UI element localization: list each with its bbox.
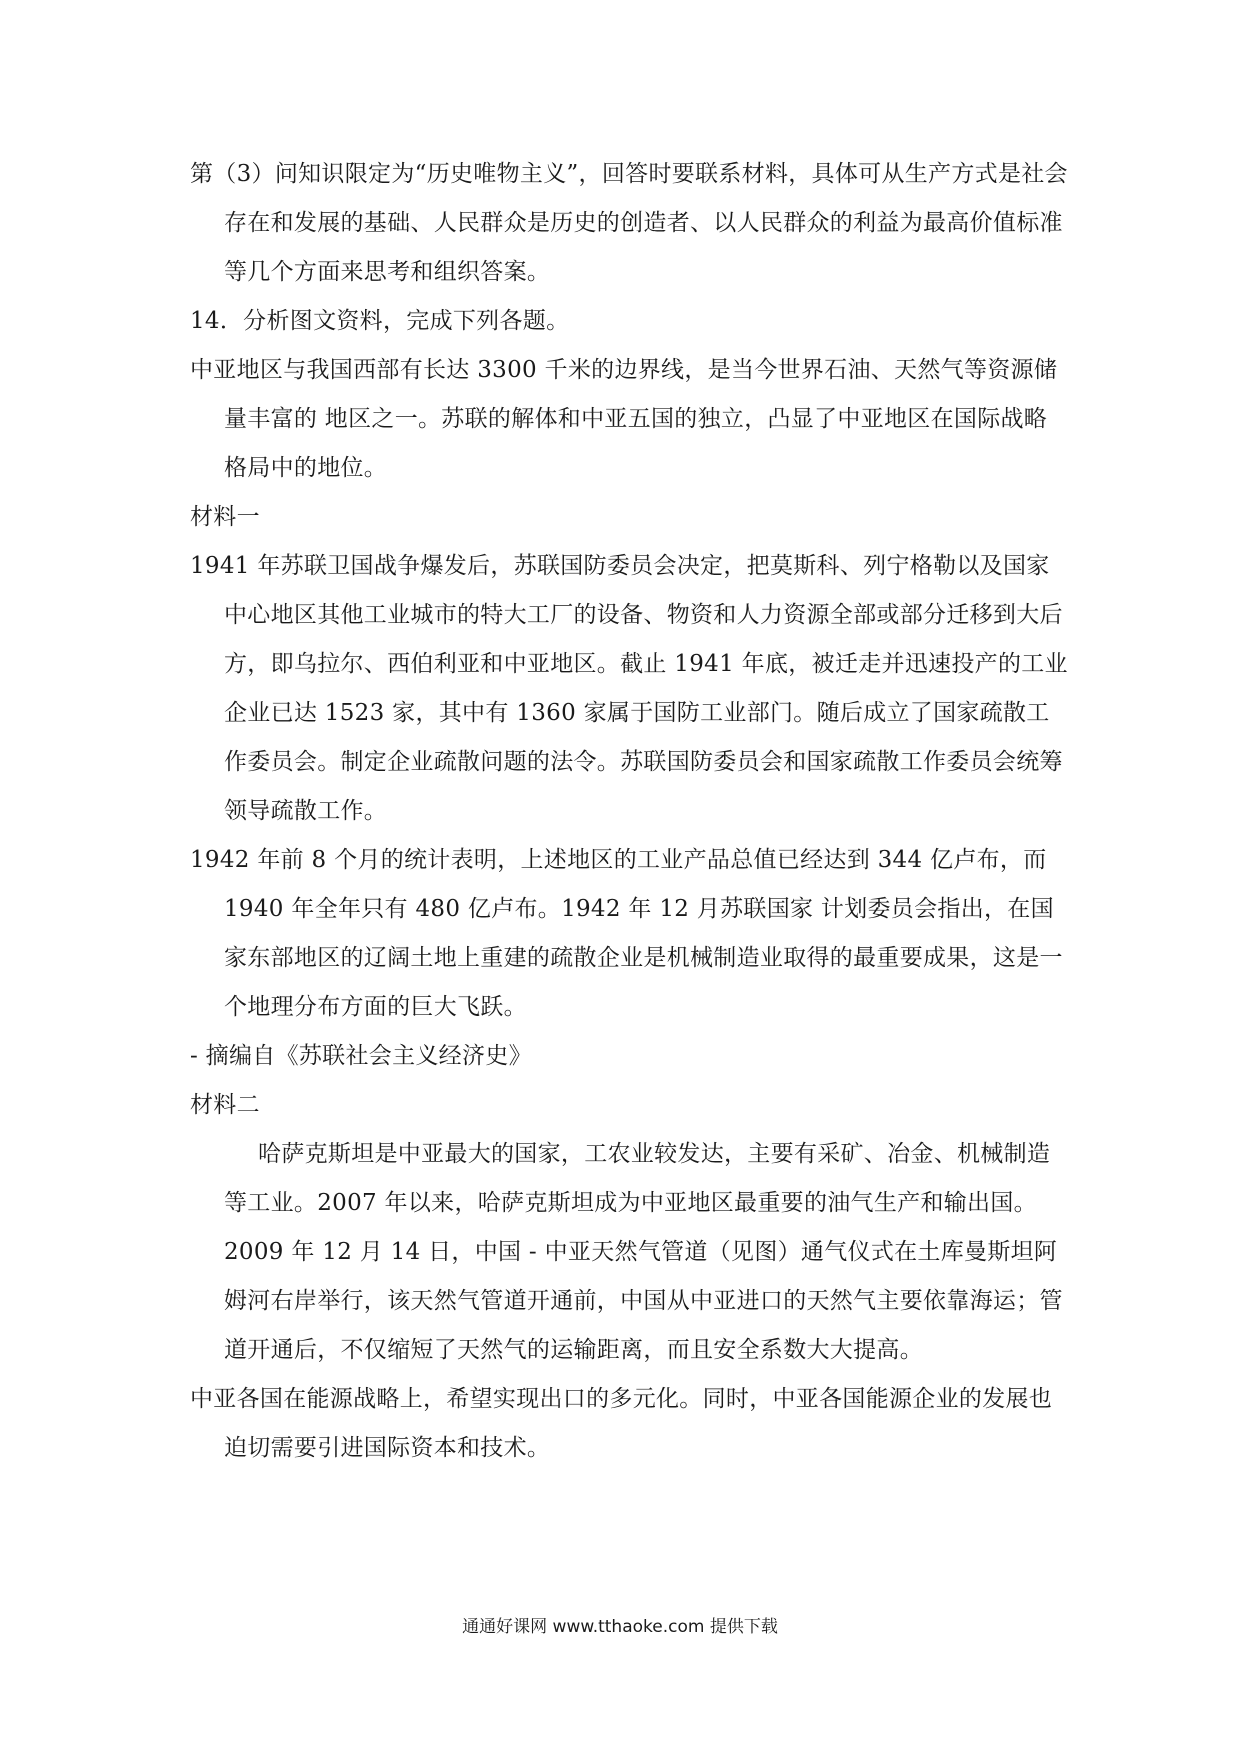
document-body: [190, 150, 1070, 1473]
question-14-intro: 中亚地区与我国西部有长达 3300 千米的边界线，是当今世界石油、天然气等资源储量丰富的 地区之一。苏联的解体和中亚五国的独立，凸显了中亚地区在国际战略格局中的地位。: [190, 357, 1058, 481]
page-footer: 通通好课网 www.tthaoke.com 提供下载: [462, 1617, 778, 1637]
material-1-source: - 摘编自《苏联社会主义经济史》: [190, 1043, 532, 1069]
question-14-title: 14．分析图文资料，完成下列各题。: [190, 308, 570, 334]
material-2-paragraph-1: 哈萨克斯坦是中亚最大的国家，工农业较发达，主要有采矿、冶金、机械制造等工业。2007 年以来，哈萨克斯坦成为中亚地区最重要的油气生产和输出国。2009 年 12 月 14 日，中国 - 中亚天然气管道（见图）通气仪式在土库曼斯坦阿姆河右岸举行，该天然气管道开通前，中国从中亚进口的天然气主要依靠海运；管道开通后，不仅缩短了天然气的运输距离，而且安全系数大大提高。: [224, 1141, 1063, 1363]
material-1-paragraph-1: 1941 年苏联卫国战争爆发后，苏联国防委员会决定，把莫斯科、列宁格勒以及国家中心地区其他工业城市的特大工厂的设备、物资和人力资源全部或部分迁移到大后方，即乌拉尔、西伯利亚和中亚地区。截止 1941 年底，被迁走并迅速投产的工业企业已达 1523 家，其中有 1360 家属于国防工业部门。随后成立了国家疏散工作委员会。制定企业疏散问题的法令。苏联国防委员会和国家疏散工作委员会统筹领导疏散工作。: [190, 553, 1068, 824]
material-1-title: 材料一: [190, 504, 260, 530]
material-1-paragraph-2: 1942 年前 8 个月的统计表明，上述地区的工业产品总值已经达到 344 亿卢布，而 1940 年全年只有 480 亿卢布。1942 年 12 月苏联国家 计划委员会指出，在国家东部地区的辽阔土地上重建的疏散企业是机械制造业取得的最重要成果，这是一个地理分布方面的巨大飞跃。: [190, 847, 1063, 1020]
answer-hint-paragraph: 第（3）问知识限定为“历史唯物主义”，回答时要联系材料，具体可从生产方式是社会存在和发展的基础、人民群众是历史的创造者、以人民群众的利益为最高价值标准等几个方面来思考和组织答案。: [190, 161, 1068, 285]
material-2-paragraph-2: 中亚各国在能源战略上，希望实现出口的多元化。同时，中亚各国能源企业的发展也迫切需要引进国际资本和技术。: [190, 1386, 1053, 1461]
material-2-title: 材料二: [190, 1092, 260, 1118]
